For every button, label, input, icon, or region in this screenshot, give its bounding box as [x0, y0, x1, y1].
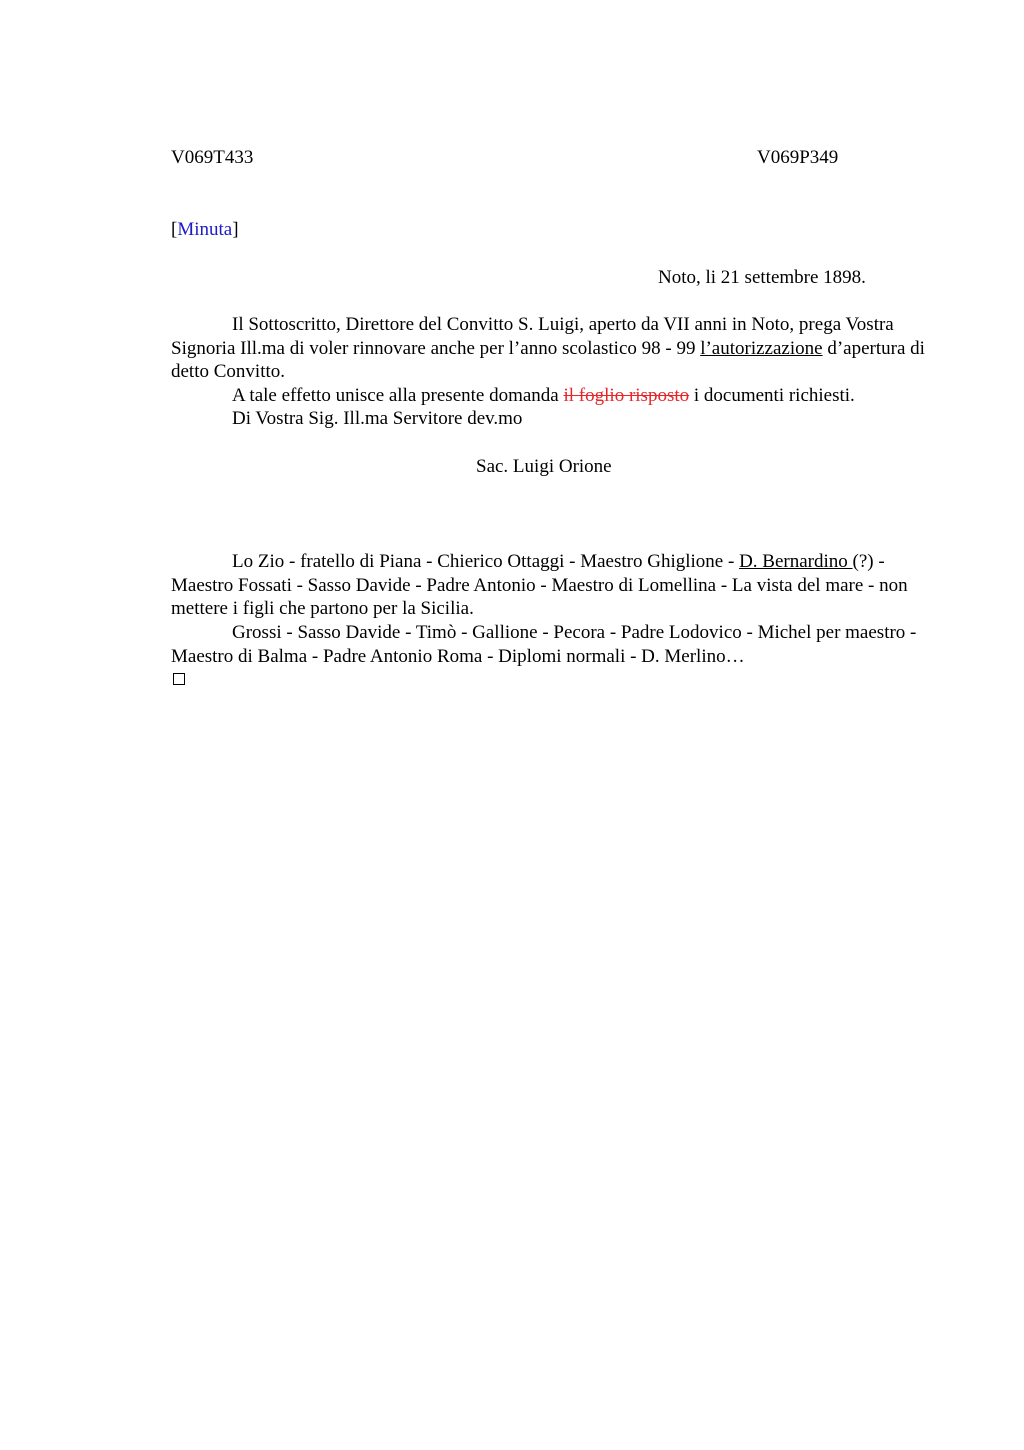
document-code-left: V069T433 [171, 147, 254, 168]
notes-p1-tail: (?) - Maestro Fossati - Sasso Davide - Padre Antonio - Maestro di Lomellina - La vista del mare - non mettere i figli che partono per la Sicilia. [171, 551, 908, 619]
notes-p1-underlined: D. Bernardino [739, 551, 853, 572]
notes-p1-text: Lo Zio - fratello di Piana - Chierico Ottaggi - Maestro Ghiglione - [232, 551, 740, 572]
minuta-bracket-open: [ [171, 219, 178, 240]
minuta-text: Minuta [177, 219, 233, 240]
letter-paragraph-1 [171, 313, 931, 384]
minuta-label [171, 218, 239, 242]
letter-p2-deletion: il foglio risposto [563, 385, 690, 406]
letter-p1-underlined: l’autorizzazione [700, 337, 823, 359]
letter-p2-text: A tale effetto unisce alla presente domanda [232, 385, 564, 406]
letter-p1-text: Il Sottoscritto, Direttore del Convitto S. Luigi, aperto da VII anni in Noto, prega Vostra Signoria Ill.ma di voler rinnovare anche per l’anno scolastico 98 - 99 [171, 314, 894, 359]
letter-p1-tail: d’apertura di detto Convitto. [171, 337, 925, 382]
letter-p2-tail: i documenti richiesti. [689, 385, 855, 406]
signature: Sac. Luigi Orione [476, 456, 612, 477]
letter-closing: Di Vostra Sig. Ill.ma Servitore dev.mo [232, 408, 523, 429]
empty-box-icon [173, 673, 185, 685]
notes-paragraph-1 [171, 550, 931, 621]
letter-paragraph-2 [232, 384, 855, 408]
date-line: Noto, li 21 settembre 1898. [658, 267, 866, 288]
notes-paragraph-2: Grossi - Sasso Davide - Timò - Gallione - Pecora - Padre Lodovico - Michel per maestro - Maestro di Balma - Padre Antonio Roma - Diplomi normali - D. Merlino… [171, 622, 917, 667]
document-code-right: V069P349 [757, 147, 839, 168]
minuta-bracket-close: ] [232, 219, 239, 240]
